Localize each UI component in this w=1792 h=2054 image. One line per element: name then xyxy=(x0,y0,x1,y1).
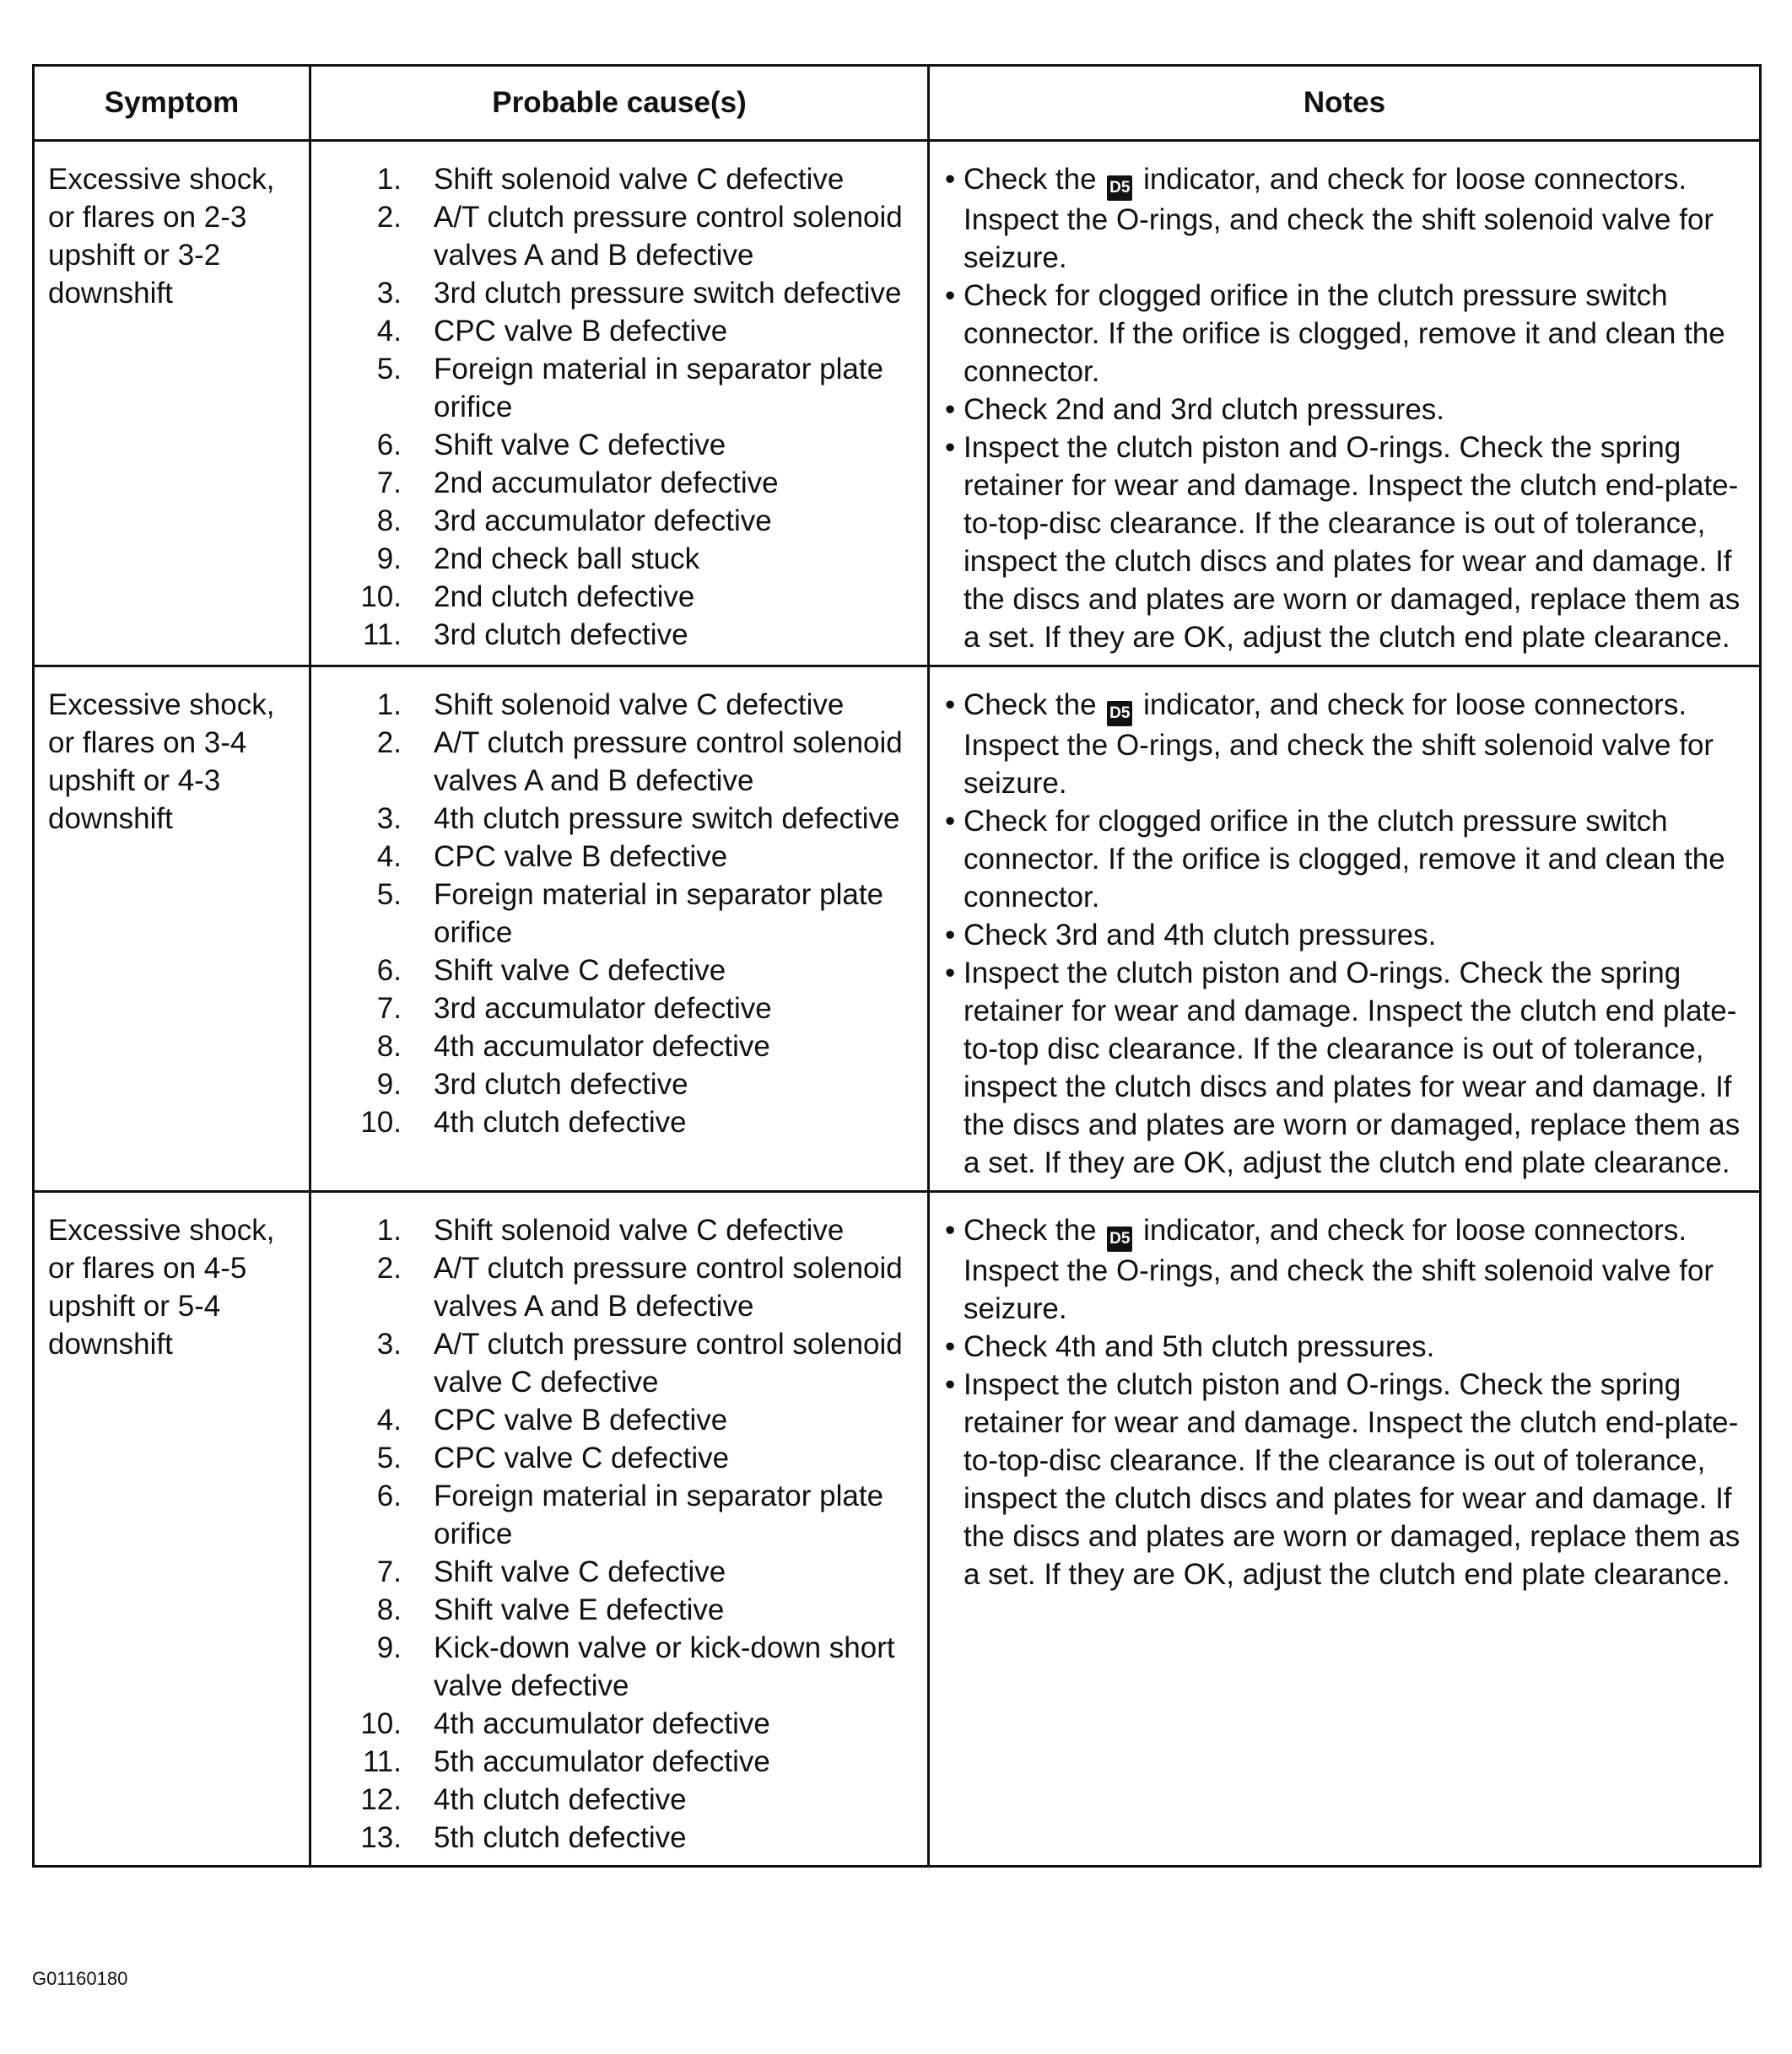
list-item: 13. 5th clutch defective xyxy=(360,1821,687,1854)
header-notes: Notes xyxy=(929,66,1761,141)
note-item: • Check 4th and 5th clutch pressures. xyxy=(945,1330,1435,1363)
notes-cell xyxy=(929,141,1761,666)
d5-indicator-icon: D5 xyxy=(1107,701,1132,726)
troubleshooting-table xyxy=(32,64,1762,1868)
list-item: 6. Shift valve C defective xyxy=(376,954,726,987)
list-item: 1. Shift solenoid valve C defective xyxy=(376,1214,845,1247)
list-item: 4. CPC valve B defective xyxy=(376,1404,728,1437)
list-item: 2. A/T clutch pressure control solenoid valves A and B defective xyxy=(376,726,903,797)
list-item: 5. Foreign material in separator plate orifice xyxy=(376,353,884,423)
header-row xyxy=(34,66,1761,141)
list-item: 7. 2nd accumulator defective xyxy=(376,466,779,499)
causes-list xyxy=(311,160,919,654)
notes-list xyxy=(945,1211,1747,1593)
list-item: 6. Shift valve C defective xyxy=(376,429,726,461)
list-item: 9. Kick-down valve or kick-down short valve defective xyxy=(376,1631,895,1702)
note-item: • Check the D5 indicator, and check for loose connectors. Inspect the O-rings, and check the shift solenoid valve for seizure. xyxy=(945,1214,1714,1325)
notes-cell xyxy=(929,1192,1761,1867)
list-item: 10. 4th clutch defective xyxy=(360,1106,687,1139)
note-item: • Check 2nd and 3rd clutch pressures. xyxy=(945,393,1445,426)
list-item: 9. 3rd clutch defective xyxy=(376,1068,688,1101)
note-item: • Check 3rd and 4th clutch pressures. xyxy=(945,919,1437,952)
list-item: 10. 2nd clutch defective xyxy=(360,580,695,613)
list-item: 2. A/T clutch pressure control solenoid valves A and B defective xyxy=(376,1252,903,1323)
causes-list xyxy=(311,686,919,1141)
list-item: 8. 3rd accumulator defective xyxy=(376,504,772,537)
symptom-cell: Excessive shock, or flares on 3-4 upshift or 4-3 downshift xyxy=(34,666,310,1192)
d5-indicator-icon: D5 xyxy=(1107,1226,1132,1252)
list-item: 3. 3rd clutch pressure switch defective xyxy=(376,277,902,310)
causes-cell xyxy=(310,1192,929,1867)
list-item: 5. CPC valve C defective xyxy=(376,1442,730,1474)
note-item: • Check the D5 indicator, and check for loose connectors. Inspect the O-rings, and check the shift solenoid valve for seizure. xyxy=(945,688,1714,800)
list-item: 4. CPC valve B defective xyxy=(376,315,728,348)
causes-cell xyxy=(310,666,929,1192)
notes-cell xyxy=(929,666,1761,1192)
note-item: • Inspect the clutch piston and O-rings. Check the spring retainer for wear and damage. Inspect the clutch end-plate-to-top-disc clearance. If the clearance is out of tolerance, inspect the clutch discs and plates for wear and damage. If the discs and plates are worn or damaged, replace them as a set. If they are OK, adjust the clutch end plate clearance. xyxy=(945,431,1741,654)
note-item: • Check the D5 indicator, and check for loose connectors. Inspect the O-rings, and check the shift solenoid valve for seizure. xyxy=(945,163,1714,274)
note-item: • Check for clogged orifice in the clutch pressure switch connector. If the orifice is clogged, remove it and clean the connector. xyxy=(945,805,1725,914)
symptom-cell: Excessive shock, or flares on 2-3 upshift or 3-2 downshift xyxy=(34,141,310,666)
list-item: 7. Shift valve C defective xyxy=(376,1555,726,1588)
list-item: 10. 4th accumulator defective xyxy=(360,1707,770,1740)
list-item: 1. Shift solenoid valve C defective xyxy=(376,688,845,721)
d5-indicator-icon: D5 xyxy=(1107,175,1132,201)
list-item: 9. 2nd check ball stuck xyxy=(376,542,700,575)
list-item: 4. CPC valve B defective xyxy=(376,840,728,873)
note-item: • Check for clogged orifice in the clutch pressure switch connector. If the orifice is clogged, remove it and clean the connector. xyxy=(945,279,1725,388)
list-item: 1. Shift solenoid valve C defective xyxy=(376,163,845,196)
figure-code: G01160180 xyxy=(32,1968,128,1989)
table-row xyxy=(34,141,1761,666)
note-item: • Inspect the clutch piston and O-rings. Check the spring retainer for wear and damage. Inspect the clutch end-plate-to-top-disc clearance. If the clearance is out of tolerance, inspect the clutch discs and plates for wear and damage. If the discs and plates are worn or damaged, replace them as a set. If they are OK, adjust the clutch end plate clearance. xyxy=(945,1368,1741,1591)
list-item: 2. A/T clutch pressure control solenoid valves A and B defective xyxy=(376,201,903,272)
header-symptom: Symptom xyxy=(34,66,310,141)
list-item: 8. 4th accumulator defective xyxy=(376,1030,770,1063)
list-item: 3. 4th clutch pressure switch defective xyxy=(376,802,900,835)
list-item: 11. 5th accumulator defective xyxy=(362,1745,770,1778)
list-item: 3. A/T clutch pressure control solenoid valve C defective xyxy=(376,1328,903,1399)
list-item: 7. 3rd accumulator defective xyxy=(376,992,772,1025)
table-row xyxy=(34,666,1761,1192)
symptom-cell: Excessive shock, or flares on 4-5 upshift or 5-4 downshift xyxy=(34,1192,310,1867)
causes-list xyxy=(311,1211,919,1857)
note-item: • Inspect the clutch piston and O-rings. Check the spring retainer for wear and damage. Inspect the clutch end plate-to-top disc clearance. If the clearance is out of tolerance, inspect the clutch discs and plates for wear and damage. If the discs and plates are worn or damaged, replace them as a set. If they are OK, adjust the clutch end plate clearance. xyxy=(945,957,1741,1179)
list-item: 11. 3rd clutch defective xyxy=(362,618,688,651)
header-probable-causes: Probable cause(s) xyxy=(310,66,929,141)
list-item: 8. Shift valve E defective xyxy=(376,1593,725,1626)
list-item: 5. Foreign material in separator plate orifice xyxy=(376,878,884,949)
list-item: 12. 4th clutch defective xyxy=(360,1783,687,1816)
list-item: 6. Foreign material in separator plate orifice xyxy=(376,1480,884,1550)
notes-list xyxy=(945,686,1747,1182)
notes-list xyxy=(945,160,1747,656)
table-row xyxy=(34,1192,1761,1867)
causes-cell xyxy=(310,141,929,666)
